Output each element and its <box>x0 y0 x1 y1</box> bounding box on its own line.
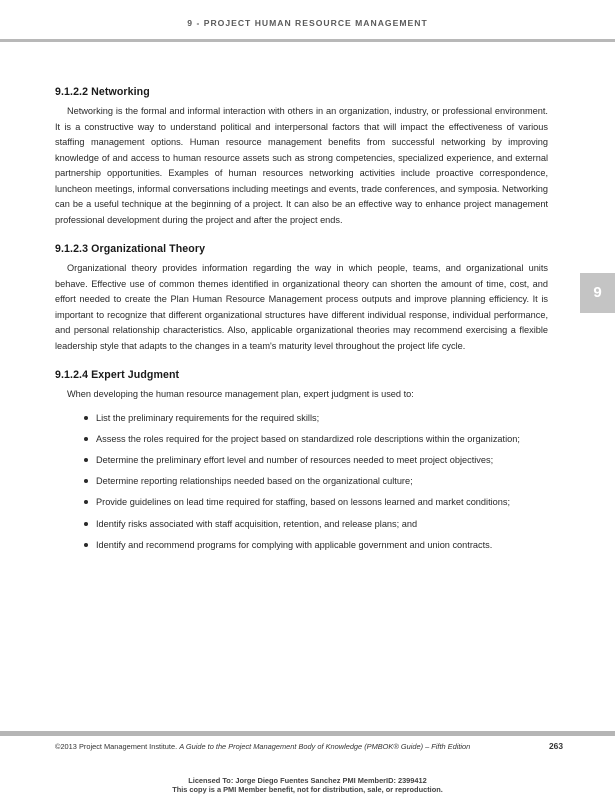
list-item-text: Assess the roles required for the project based on standardized role descriptions within the organization; <box>96 433 520 444</box>
list-item-text: Provide guidelines on lead time required for staffing, based on lessons learned and market conditions; <box>96 497 511 508</box>
section-intro: When developing the human resource management plan, expert judgment is used to: <box>67 389 414 399</box>
section-organizational-theory <box>55 243 548 354</box>
chapter-title: 9 - PROJECT HUMAN RESOURCE MANAGEMENT <box>187 18 428 28</box>
list-item-text: Identify risks associated with staff acquisition, retention, and release plans; and <box>96 518 418 529</box>
chapter-tab: 9 <box>580 273 615 313</box>
list-item <box>55 492 548 513</box>
list-item <box>55 514 548 535</box>
header-divider <box>0 39 615 42</box>
section-networking <box>55 86 548 228</box>
list-item <box>55 408 548 429</box>
bullet-icon <box>84 479 88 483</box>
license-notice <box>0 777 615 794</box>
list-item-text: Determine reporting relationships needed based on the organizational culture; <box>96 476 413 487</box>
bullet-icon <box>84 500 88 504</box>
section-expert-judgment <box>55 369 548 556</box>
bullet-icon <box>84 458 88 462</box>
license-line-1: Licensed To: Jorge Diego Fuentes Sanchez PMI MemberID: 2399412 <box>188 776 427 785</box>
list-item <box>55 471 548 492</box>
list-item-text: Identify and recommend programs for complying with applicable government and union contracts. <box>96 539 493 550</box>
section-heading: 9.1.2.2 Networking <box>55 86 150 98</box>
bullet-list <box>55 408 548 556</box>
bullet-icon <box>84 416 88 420</box>
list-item <box>55 450 548 471</box>
section-heading: 9.1.2.3 Organizational Theory <box>55 243 206 255</box>
bullet-icon <box>84 543 88 547</box>
list-item-text: Determine the preliminary effort level and number of resources needed to meet project objectives; <box>96 454 494 465</box>
footer-citation <box>55 742 470 751</box>
bullet-icon <box>84 437 88 441</box>
footer-book-title: A Guide to the Project Management Body of Knowledge (PMBOK® Guide) – Fifth Edition <box>179 742 471 751</box>
footer-copyright: ©2013 Project Management Institute. <box>55 742 178 751</box>
list-item-text: List the preliminary requirements for the required skills; <box>96 412 320 423</box>
section-paragraph: Organizational theory provides information regarding the way in which people, teams, and organizational units behave. Effective use of common themes identified in organizational theory can shorten the amount of time, cost, and effort needed to create the Plan Human Resource Management process outputs and improve planning efficiency. It is important to recognize that different organizational structures have different individual response, individual performance, and personal relationship characteristics. Also, applicable organizational theories may recommend exercising a flexible leadership style that adapts to the changes in a team's maturity level throughout the project life cycle. <box>55 263 548 351</box>
license-line-2: This copy is a PMI Member benefit, not for distribution, sale, or reproduction. <box>172 784 443 794</box>
section-heading: 9.1.2.4 Expert Judgment <box>55 369 180 381</box>
page-number: 263 <box>549 741 563 751</box>
list-item <box>55 535 548 556</box>
page-body <box>55 86 548 571</box>
list-item <box>55 429 548 450</box>
section-paragraph: Networking is the formal and informal interaction with others in an organization, industry, or professional environment. It is a constructive way to understand political and interpersonal factors that will impact the effectiveness of various staffing management options. Human resource management benefits from successful networking by improving knowledge of and access to human resource assets such as strong competencies, specialized experience, and external partnership opportunities. Examples of human resources networking activities include proactive correspondence, luncheon meetings, informal conversations including meetings and events, trade conferences, and symposia. Networking can be a useful technique at the beginning of a project. It can also be an effective way to enhance project management professional development during the project and after the project ends. <box>55 106 548 225</box>
bullet-icon <box>84 522 88 526</box>
footer-divider <box>0 731 615 736</box>
page-header <box>0 0 615 42</box>
